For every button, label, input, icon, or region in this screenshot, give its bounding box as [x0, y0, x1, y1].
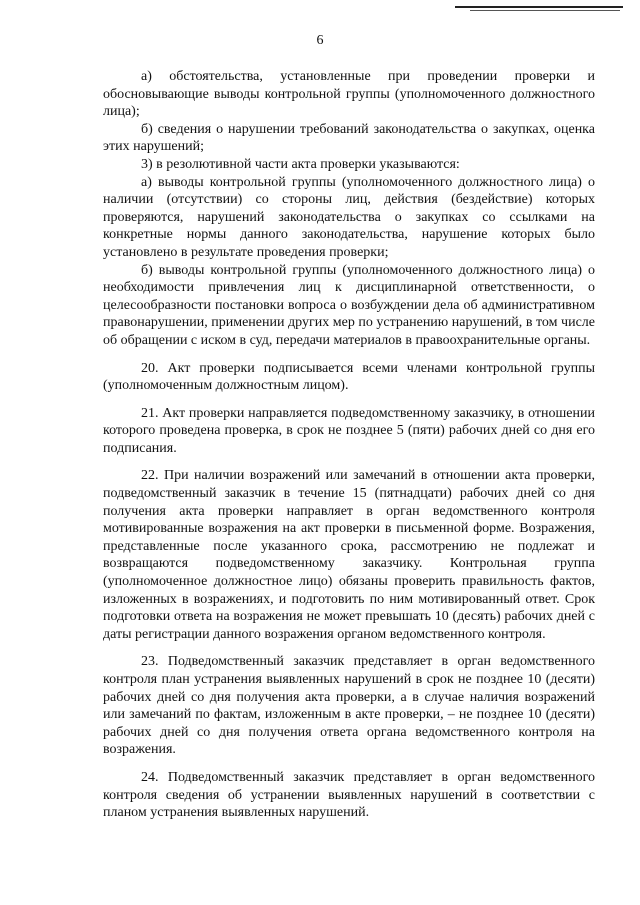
paragraph-operative-part: 3) в резолютивной части акта проверки указываются:	[141, 156, 460, 172]
paragraph-item-21: 21. Акт проверки направляется подведомственному заказчику, в отношении которого проведена проверка, в срок не позднее 5 (пяти) рабочих дней со дня его подписания.	[103, 405, 595, 456]
paragraph-operative-a: а) выводы контрольной группы (уполномоченного должностного лица) о наличии (отсутствии) со стороны лиц, действия (бездействие) которых проверяются, нарушений законодательства о закупках со ссылками на конкретные нормы данного законодательства, нарушение которых было установлено в результате проведения проверки;	[103, 174, 595, 260]
paragraph-operative-b: б) выводы контрольной группы (уполномоченного должностного лица) о необходимости привлечения лиц к дисциплинарной ответственности, о целесообразности постановки вопроса о возбуждении дела об административном правонарушении, применении других мер по устранению нарушений, в том числе об обращении с иском в суд, передачи материалов в правоохранительные органы.	[103, 262, 595, 348]
header-rule	[455, 6, 623, 8]
paragraph-item-22: 22. При наличии возражений или замечаний в отношении акта проверки, подведомственный заказчик в течение 15 (пятнадцати) рабочих дней со дня получения акта проверки направляет в орган ведомственного контроля мотивированные возражения на акт проверки в письменной форме. Возражения, представленные после указанного срока, рассмотрению не подлежат и возвращаются подведомственному заказчику. Контрольная группа (уполномоченное должностное лицо) обязаны проверить правильность фактов, изложенных в возражениях, и подготовить по ним мотивированный ответ. Срок подготовки ответа на возражения не может превышать 10 (десять) рабочих дней с даты регистрации данного возражения органом ведомственного контроля.	[103, 468, 595, 642]
header-rule-secondary	[470, 10, 620, 11]
page-number: 6	[316, 33, 324, 48]
paragraph-item-20: 20. Акт проверки подписывается всеми членами контрольной группы (уполномоченным должностным лицом).	[103, 360, 595, 394]
paragraph-item-23: 23. Подведомственный заказчик представляет в орган ведомственного контроля план устранения выявленных нарушений в срок не позднее 10 (десяти) рабочих дней со дня получения акта проверки, а в случае наличия возражений или замечаний по фактам, изложенным в акте проверки, – не позднее 10 (десяти) рабочих дней со дня получения ответа органа ведомственного контроля на возражения.	[103, 654, 595, 758]
document-body	[103, 68, 595, 822]
paragraph-item-24: 24. Подведомственный заказчик представляет в орган ведомственного контроля сведения об устранении выявленных нарушений в соответствии с планом устранения выявленных нарушений.	[103, 769, 595, 821]
paragraph-findings-a: а) обстоятельства, установленные при проведении проверки и обосновывающие выводы контрольной группы (уполномоченного должностного лица);	[103, 69, 595, 120]
paragraph-findings-b: б) сведения о нарушении требований законодательства о закупках, оценка этих нарушений;	[103, 121, 595, 155]
